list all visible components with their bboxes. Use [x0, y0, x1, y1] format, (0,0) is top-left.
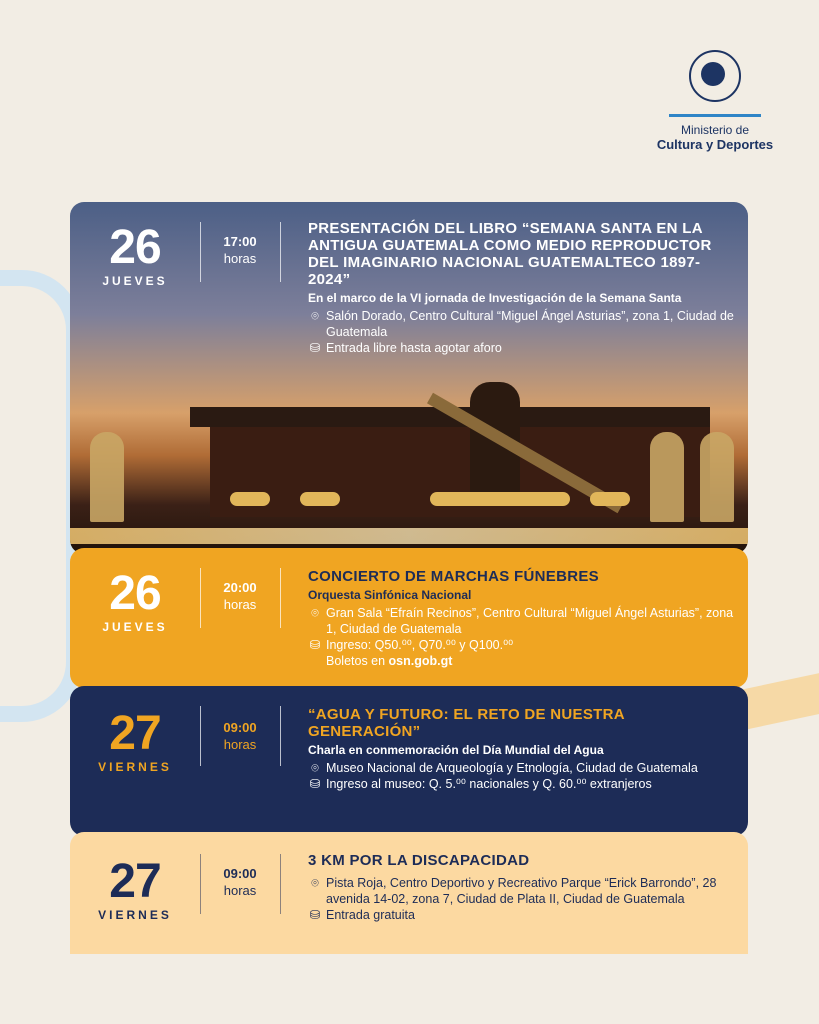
event-location [308, 308, 736, 340]
osn-link[interactable]: osn.gob.gt [388, 654, 453, 668]
ticket-icon: ⛁ [309, 341, 321, 355]
location-pin-icon: ⌾ [311, 761, 319, 775]
event-ticket-text: Ingreso: Q50.⁰⁰, Q70.⁰⁰ y Q100.⁰⁰ [326, 638, 514, 652]
event-day: 27 [109, 855, 161, 908]
event-time-unit: horas [223, 883, 257, 898]
event-ticket-text: Entrada libre hasta agotar aforo [326, 341, 502, 355]
event-title: “AGUA Y FUTURO: EL RETO DE NUESTRA GENERACIÓN” [308, 706, 625, 740]
event-ticket-text: Ingreso al museo: Q. 5.⁰⁰ nacionales y Q. 60.⁰⁰ extranjeros [326, 777, 652, 791]
event-ticket [308, 776, 736, 792]
event-location [308, 760, 736, 776]
event-title: PRESENTACIÓN DEL LIBRO “SEMANA SANTA EN LA ANTIGUA GUATEMALA COMO MEDIO REPRODUCTOR DEL IMAGINARIO NACIONAL GUATEMALTECO 1897-2024” [308, 220, 712, 288]
location-pin-icon: ⌾ [311, 876, 319, 890]
event-card-4 [70, 832, 748, 954]
event-day: 27 [109, 707, 161, 760]
event-location [308, 875, 736, 907]
guatemala-seal-icon [689, 50, 741, 102]
event-location [308, 605, 736, 637]
event-day: 26 [109, 221, 161, 274]
location-pin-icon: ⌾ [311, 309, 319, 323]
event-location-text: Gran Sala “Efraín Recinos”, Centro Cultural “Miguel Ángel Asturias”, zona 1, Ciudad de Guatemala [326, 606, 734, 636]
event-card-2 [70, 548, 748, 688]
ministry-logo [650, 50, 780, 152]
logo-line-2: Cultura y Deportes [656, 137, 774, 152]
ticket-icon: ⛁ [309, 638, 321, 652]
event-location-text: Salón Dorado, Centro Cultural “Miguel Ángel Asturias”, zona 1, Ciudad de Guatemala [326, 309, 734, 339]
event-title: CONCIERTO DE MARCHAS FÚNEBRES [308, 568, 599, 585]
location-pin-icon: ⌾ [311, 606, 319, 620]
event-weekday: JUEVES [102, 274, 168, 288]
event-ticket-extra: Boletos en [326, 654, 389, 668]
event-time: 09:00 [223, 720, 257, 735]
event-location-text: Pista Roja, Centro Deportivo y Recreativo Parque “Erick Barrondo”, 28 avenida 14-02, zona 7, Ciudad de Plata II, Ciudad de Guatemala [326, 876, 717, 906]
logo-line-1: Ministerio de [680, 123, 750, 137]
ticket-icon: ⛁ [309, 908, 321, 922]
event-ticket [308, 907, 736, 923]
event-time-unit: horas [223, 737, 257, 752]
event-subtitle: Charla en conmemoración del Día Mundial del Agua [308, 743, 604, 757]
event-weekday: VIERNES [98, 908, 172, 922]
event-ticket [308, 637, 736, 669]
event-time-unit: horas [223, 597, 257, 612]
event-time: 17:00 [223, 234, 257, 249]
event-card-1 [70, 202, 748, 554]
event-ticket [308, 340, 736, 356]
event-subtitle: En el marco de la VI jornada de Investigación de la Semana Santa [308, 291, 682, 305]
logo-divider [669, 114, 761, 117]
event-time: 20:00 [223, 580, 257, 595]
ticket-icon: ⛁ [309, 777, 321, 791]
event-time: 09:00 [223, 866, 257, 881]
event-weekday: JUEVES [102, 620, 168, 634]
event-day: 26 [109, 567, 161, 620]
event-weekday: VIERNES [98, 760, 172, 774]
event-time-unit: horas [223, 251, 257, 266]
event-ticket-text: Entrada gratuita [326, 908, 415, 922]
event-location-text: Museo Nacional de Arqueología y Etnología, Ciudad de Guatemala [326, 761, 698, 775]
event-card-3 [70, 686, 748, 836]
event-title: 3 KM POR LA DISCAPACIDAD [308, 852, 530, 869]
event-subtitle: Orquesta Sinfónica Nacional [308, 588, 472, 602]
